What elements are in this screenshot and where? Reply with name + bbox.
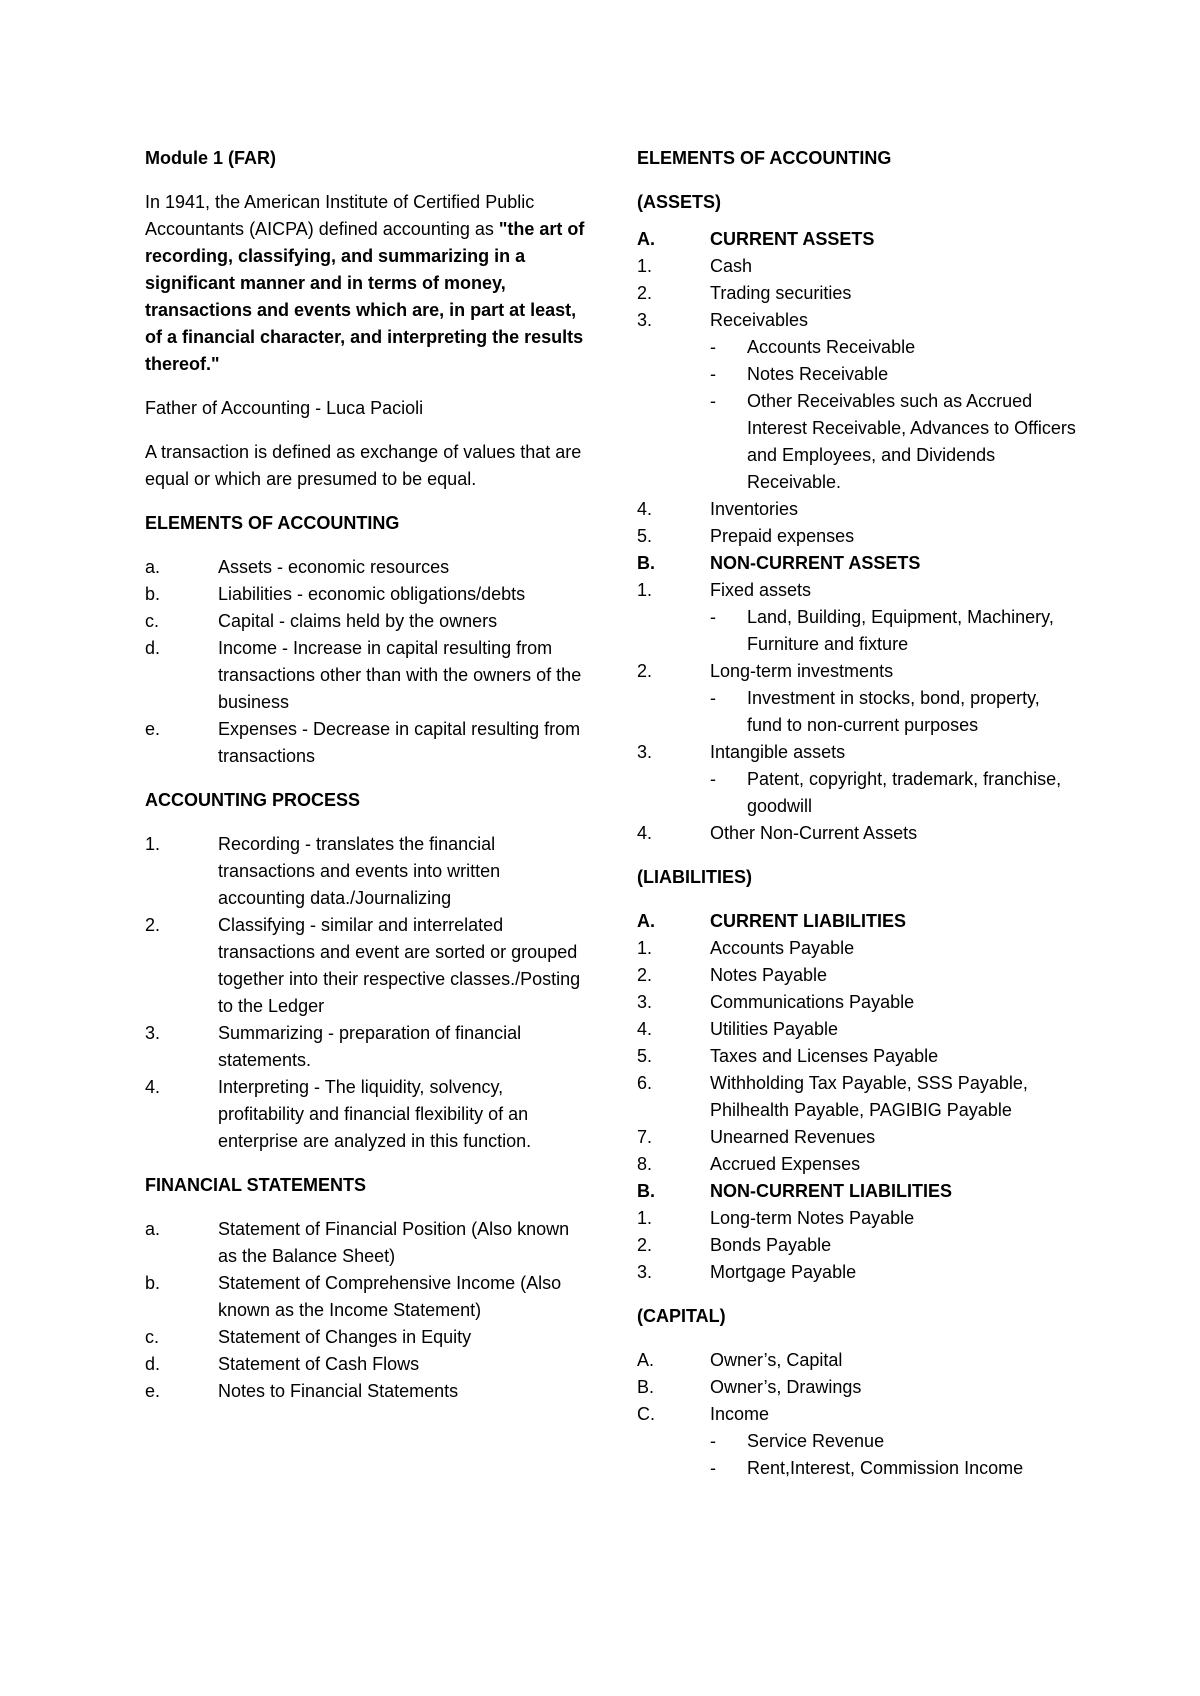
list-item: a. Assets - economic resources [145,557,450,577]
list-item: A. Owner’s, Capital [637,1350,843,1370]
left-column [145,145,585,1422]
noncurrent-assets-heading: B. NON-CURRENT ASSETS [637,553,921,573]
list-item: 2. Notes Payable [637,965,828,985]
list-item: 2. Long-term investments [637,661,894,681]
list-item: 4. Other Non-Current Assets [637,823,918,843]
list-item: 3. Mortgage Payable [637,1262,857,1282]
right-column [637,145,1077,1482]
liabilities-heading: (LIABILITIES) [637,867,752,887]
statements-heading: FINANCIAL STATEMENTS [145,1175,366,1195]
list-item: 5. Prepaid expenses [637,526,855,546]
elements-list [145,554,585,770]
list-item: 4. Utilities Payable [637,1019,839,1039]
list-item: 1. Long-term Notes Payable [637,1208,915,1228]
list-item: 3. Summarizing - preparation of financial statements. [145,1023,522,1070]
list-item: 2. Trading securities [637,283,852,303]
list-item: a. Statement of Financial Position (Also known as the Balance Sheet) [145,1219,570,1266]
list-item: - Other Receivables such as Accrued Interest Receivable, Advances to Officers and Employees, and Dividends Receivable. [710,391,1076,492]
list-item: 2. Bonds Payable [637,1235,832,1255]
capital-heading: (CAPITAL) [637,1306,726,1326]
list-item: 5. Taxes and Licenses Payable [637,1046,939,1066]
process-heading: ACCOUNTING PROCESS [145,790,361,810]
assets-list [637,226,1077,847]
noncurrent-liabilities-heading: B. NON-CURRENT LIABILITIES [637,1181,952,1201]
intro-paragraph [145,189,585,378]
list-item: d. Income - Increase in capital resulting from transactions other than with the owners of the business [145,638,582,712]
list-item: - Investment in stocks, bond, property, fund to non-current purposes [710,688,1040,735]
list-item: - Accounts Receivable [710,337,916,357]
list-item: e. Expenses - Decrease in capital resulting from transactions [145,719,581,766]
capital-list [637,1347,1077,1482]
father-of-accounting: Father of Accounting - Luca Pacioli [145,398,424,418]
intro-quote: "the art of recording, classifying, and summarizing in a significant manner and in terms of money, transactions and events which are, in part at least, of a financial character, and interpreting the results thereof." [145,219,585,374]
list-item: c. Capital - claims held by the owners [145,611,498,631]
list-item: B. Owner’s, Drawings [637,1377,862,1397]
list-item: b. Statement of Comprehensive Income (Also known as the Income Statement) [145,1273,562,1320]
list-item: 3. Intangible assets [637,742,846,762]
list-item: c. Statement of Changes in Equity [145,1327,472,1347]
current-liabilities-heading: A. CURRENT LIABILITIES [637,911,906,931]
list-item: 4. Inventories [637,499,799,519]
assets-heading: (ASSETS) [637,192,722,212]
list-item: 2. Classifying - similar and interrelated transactions and event are sorted or grouped together into their respective classes./Posting to the Ledger [145,915,581,1016]
list-item: 3. Communications Payable [637,992,915,1012]
process-list [145,831,585,1155]
current-assets-heading: A. CURRENT ASSETS [637,229,875,249]
list-item: 1. Recording - translates the financial transactions and events into written accounting data./Journalizing [145,834,501,908]
list-item: 1. Cash [637,256,753,276]
list-item: 8. Accrued Expenses [637,1154,861,1174]
module-title: Module 1 (FAR) [145,148,276,168]
intangibles-sublist [710,766,1077,820]
list-item: - Patent, copyright, trademark, franchise, goodwill [710,769,1062,816]
list-item: 3. Receivables [637,310,809,330]
list-item: 1. Accounts Payable [637,938,855,958]
investments-sublist [710,685,1077,739]
receivables-sublist [710,334,1077,496]
elements-heading: ELEMENTS OF ACCOUNTING [145,513,400,533]
list-item: 1. Fixed assets [637,580,812,600]
list-item: - Notes Receivable [710,364,889,384]
elements-heading-right: ELEMENTS OF ACCOUNTING [637,148,892,168]
list-item: 4. Interpreting - The liquidity, solvency, profitability and financial flexibility of an enterprise are analyzed in this function. [145,1077,532,1151]
list-item: - Service Revenue [710,1431,885,1451]
intro-text: In 1941, the American Institute of Certified Public Accountants (AICPA) defined accounting as [145,192,535,239]
list-item: b. Liabilities - economic obligations/debts [145,584,526,604]
fixed-assets-sublist [710,604,1077,658]
transaction-definition: A transaction is defined as exchange of values that are equal or which are presumed to be equal. [145,442,582,489]
liabilities-list [637,908,1077,1286]
income-sublist [710,1428,1077,1482]
list-item: - Land, Building, Equipment, Machinery, Furniture and fixture [710,607,1054,654]
list-item: 7. Unearned Revenues [637,1127,876,1147]
list-item: e. Notes to Financial Statements [145,1381,459,1401]
list-item: - Rent,Interest, Commission Income [710,1458,1024,1478]
statements-list [145,1216,585,1405]
list-item: 6. Withholding Tax Payable, SSS Payable, Philhealth Payable, PAGIBIG Payable [637,1073,1028,1120]
list-item: d. Statement of Cash Flows [145,1354,420,1374]
list-item: C. Income [637,1404,770,1424]
